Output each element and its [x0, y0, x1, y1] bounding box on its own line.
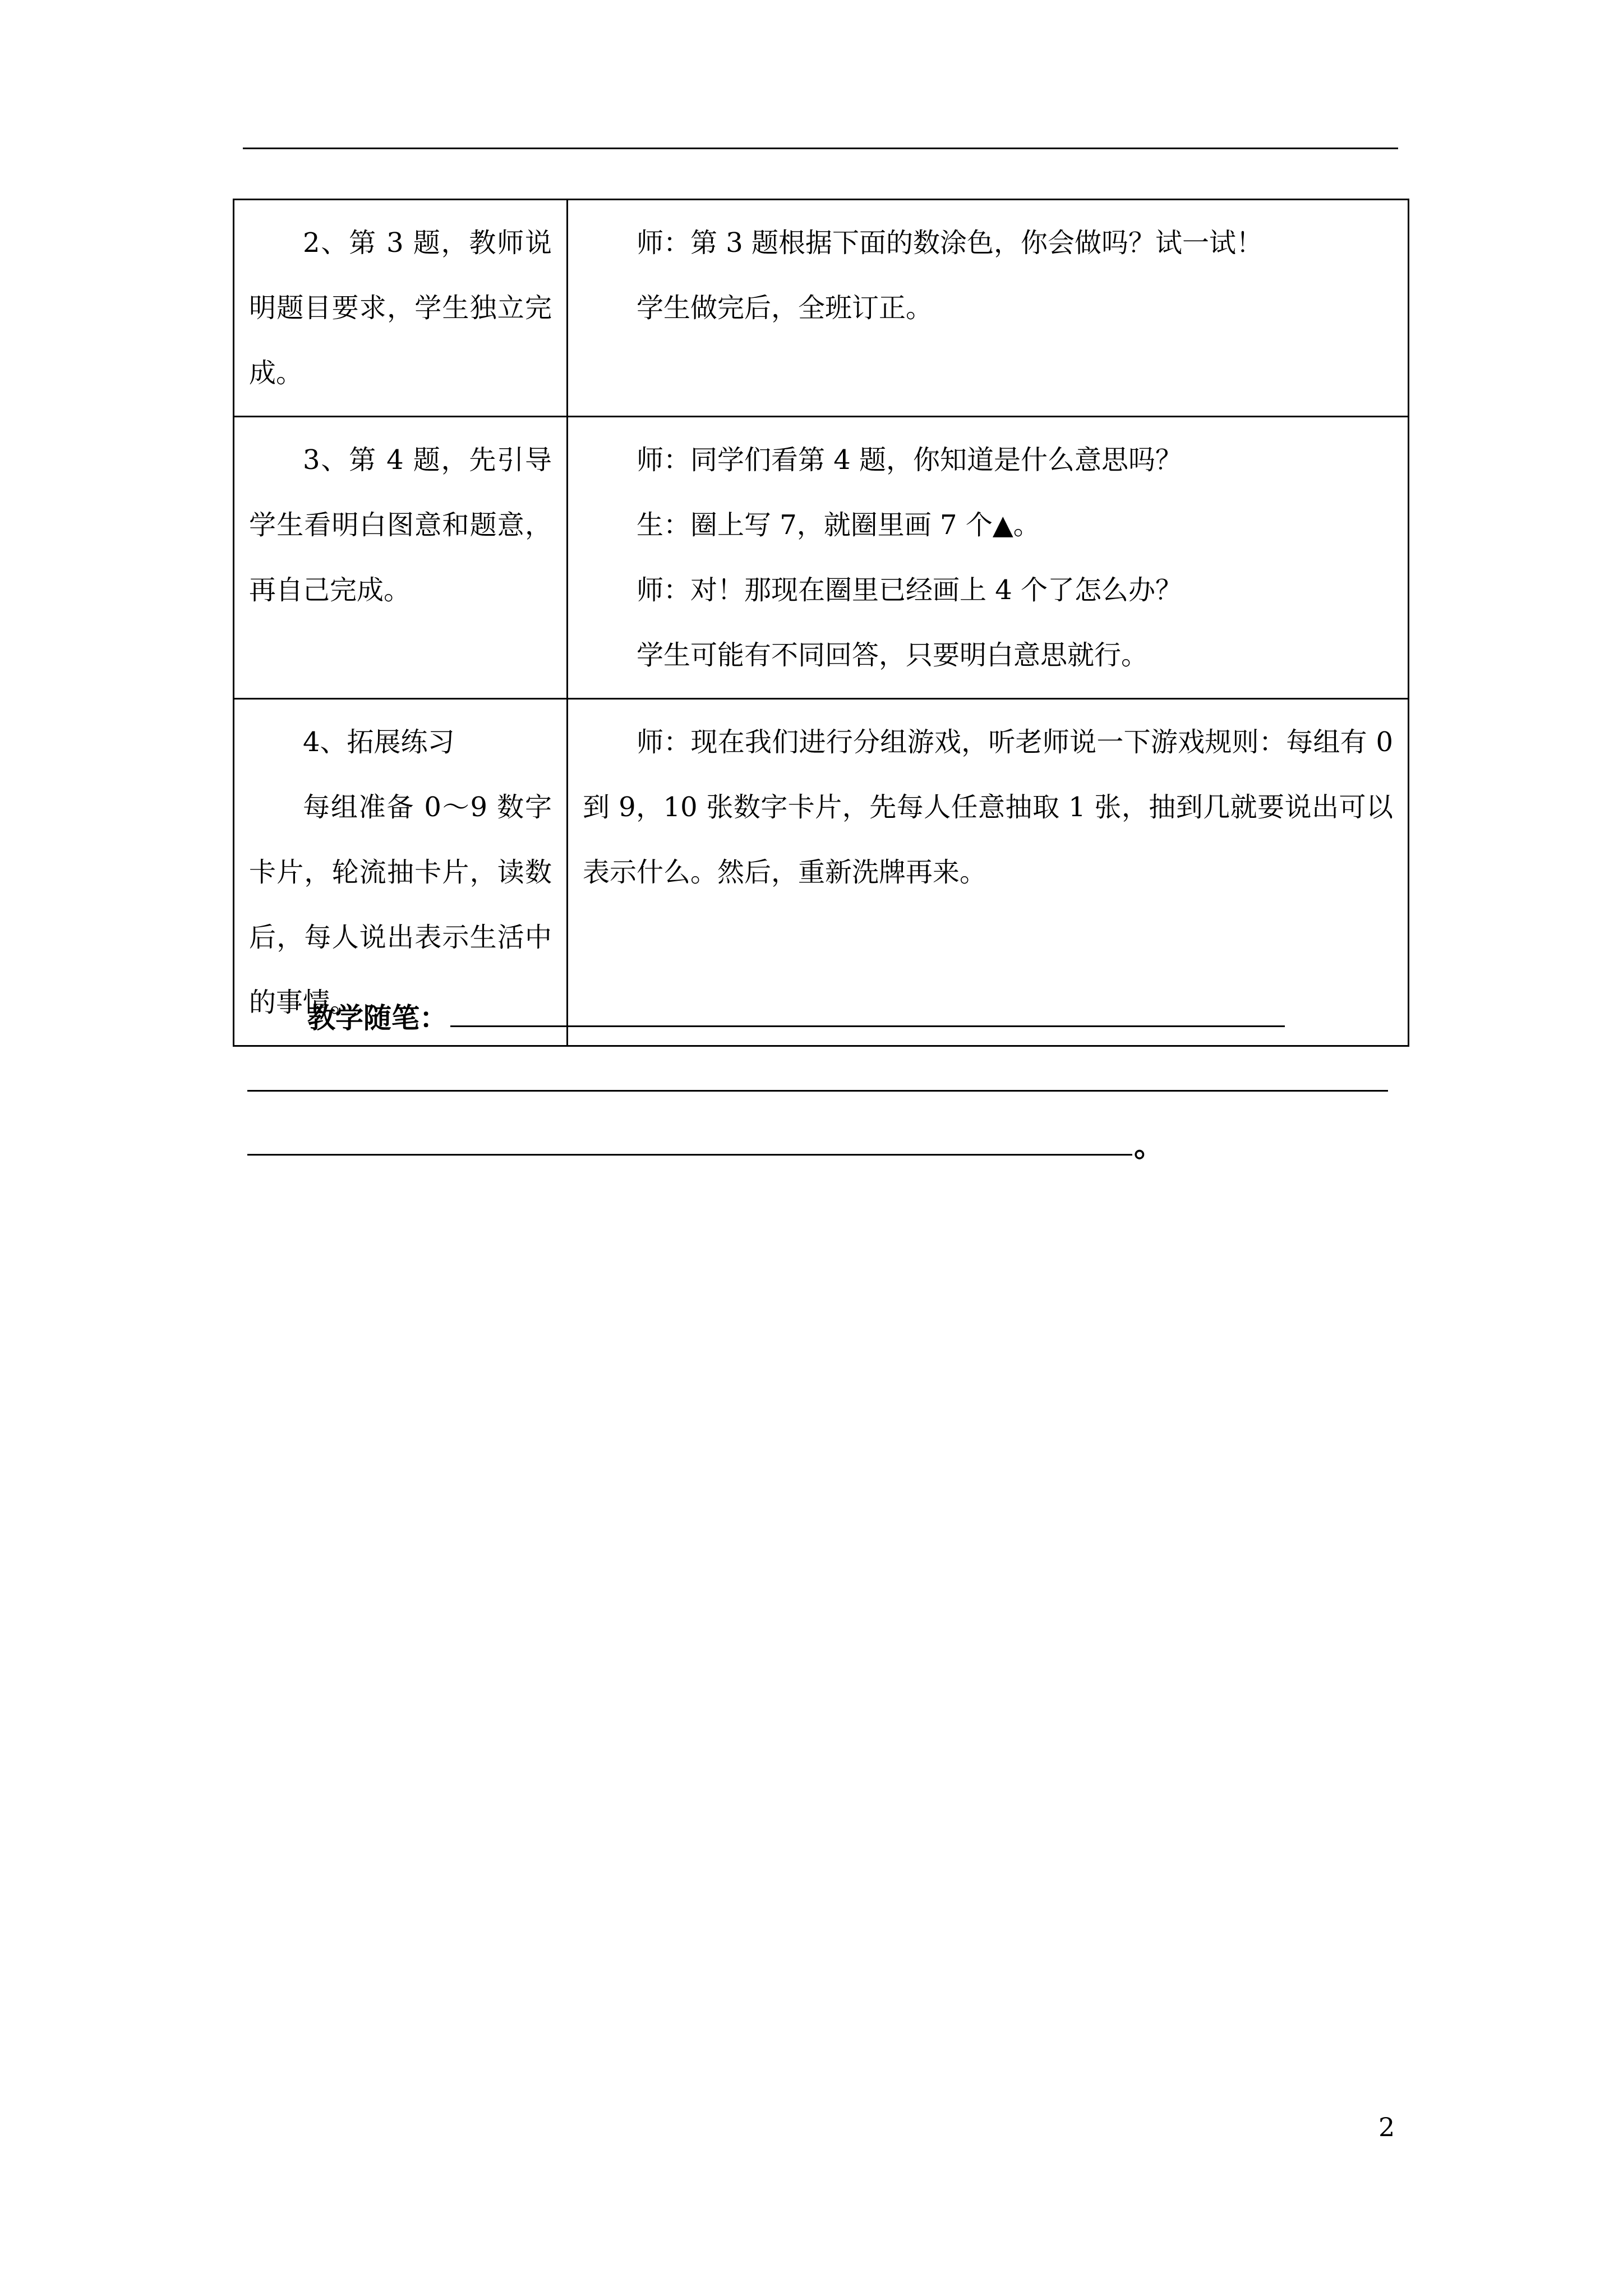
cell-text: 学生做完后，全班订正。 — [637, 292, 933, 324]
cell-text: 4、拓展练习 — [303, 726, 455, 758]
table-row — [234, 200, 1409, 417]
cell-text: 3、第 4 题，先引导学生看明白图意和题意，再自己完成。 — [249, 444, 552, 606]
cell-text: 生：圈上写 7，就圈里画 7 个▲。 — [637, 509, 1040, 541]
cell-text: 学生可能有不同回答，只要明白意思就行。 — [637, 639, 1149, 671]
notes-line-2 — [247, 1090, 1388, 1092]
cell-text: 2、第 3 题，教师说明题目要求，学生独立完成。 — [249, 227, 552, 389]
teacher-guidance-cell — [234, 200, 568, 417]
cell-text: 师：现在我们进行分组游戏，听老师说一下游戏规则：每组有 0 到 9，10 张数字卡片，先每人任意抽取 1 张，抽到几就要说出可以表示什么。然后，重新洗牌再来。 — [583, 726, 1393, 888]
header-rule — [243, 148, 1398, 149]
cell-text: 每组准备 0～9 数字卡片，轮流抽卡片，读数后，每人说出表示生活中的事情。 — [249, 792, 552, 1018]
teaching-notes-label: 教学随笔： — [307, 1002, 448, 1034]
notes-end-mark: 。 — [1134, 1128, 1164, 1163]
notes-line-1 — [450, 1025, 1285, 1027]
table-row — [234, 417, 1409, 699]
dialogue-cell — [568, 417, 1409, 699]
cell-text: 师：第 3 题根据下面的数涂色，你会做吗？试一试！ — [637, 227, 1264, 259]
lesson-table — [233, 199, 1409, 1047]
notes-line-3 — [247, 1154, 1132, 1156]
table-row — [234, 699, 1409, 1046]
page-number: 2 — [1378, 2112, 1395, 2142]
cell-text: 师：对！那现在圈里已经画上 4 个了怎么办？ — [637, 574, 1183, 606]
dialogue-cell — [568, 699, 1409, 1046]
cell-text: 师：同学们看第 4 题，你知道是什么意思吗？ — [637, 444, 1183, 476]
teacher-guidance-cell — [234, 417, 568, 699]
teacher-guidance-cell — [234, 699, 568, 1046]
dialogue-cell — [568, 200, 1409, 417]
